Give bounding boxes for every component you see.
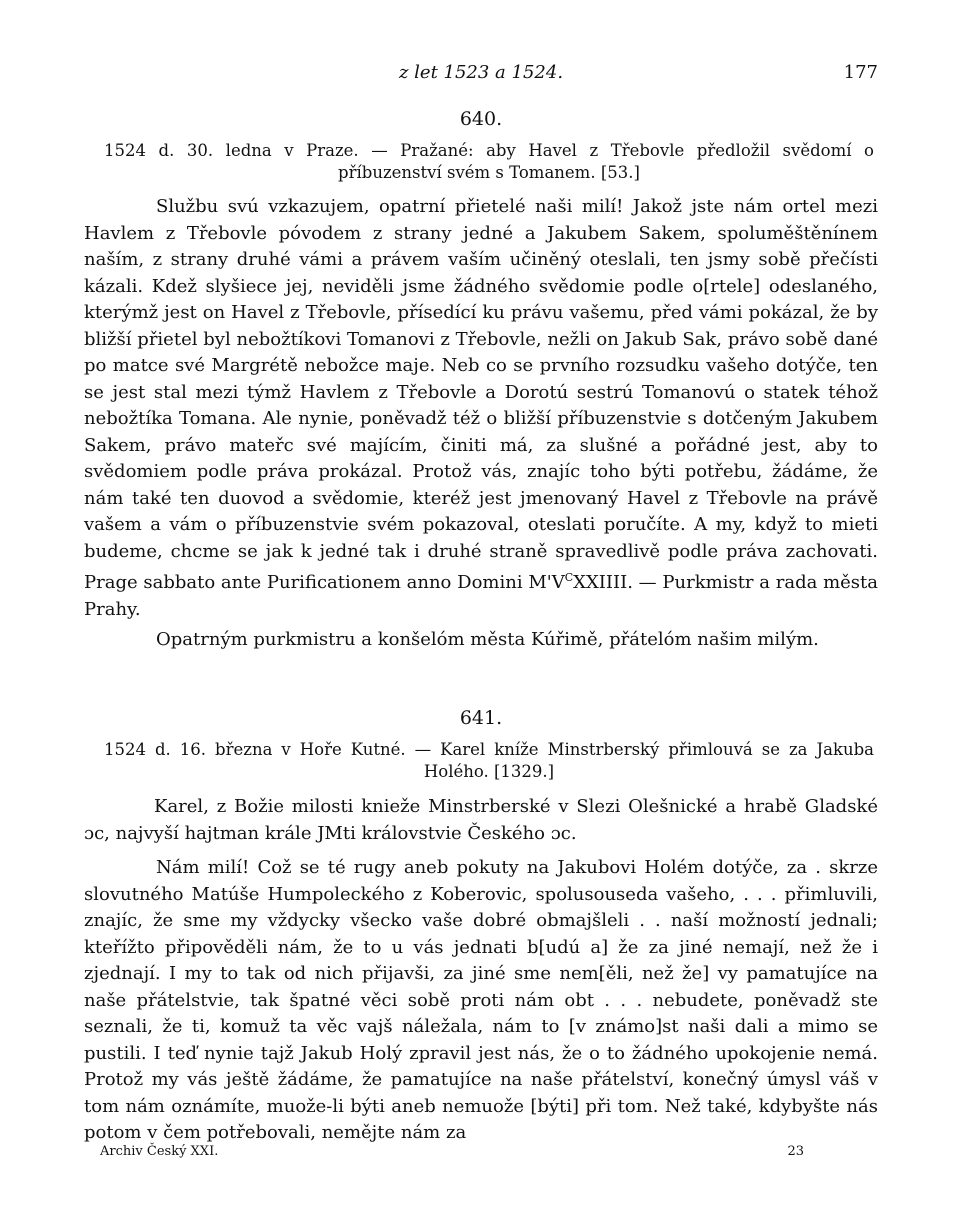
page-number: 177 <box>843 62 878 83</box>
document-640 <box>84 108 878 653</box>
document-body: Nám milí! Což se té rugy aneb pokuty na Jakubovi Holém dotýče, za . skrze slovutného Matúše Humpoleckého z Koberovic, spolusouseda vašeho, . . . přimluvili, znajíc, že sme my vždycky všecko vaše dobré obmajšleli . . naší možností jednali; kteřížto připověděli nám, že to u vás jednati b[udú a] že za jiné nemají, než že i zjednají. I my to tak od nich přijavši, za jiné sme nem[ěli, než že] vy pamatujíce na naše přátelstvie, tak špatné věci sobě proti nám obt . . . nebudete, poněvadž ste seznali, že ti, komuž ta věc vajš náležala, nám to [v známo]st naši dali a mimo se pustili. I teď nynie tajž Jakub Holý zpravil jest nás, že o to žádného upokojenie nemá. Protož my vás ještě žádáme, že pamatujíce na naše přátelství, konečný úmysl váš v tom nám oznámíte, muože-li býti aneb nemuože [býti] při tom. Než také, kdybyšte nás potom v čem potřebovali, nemějte nám za <box>84 857 878 1143</box>
document-regest: 1524 d. 30. ledna v Praze. — Pražané: aby Havel z Třebovle předložil svědomí o příbuzenství svém s Tomanem. [53.] <box>104 141 874 182</box>
body-text-part: Službu svú vzkazujem, opatrní přietelé naši milí! Jakož jste nám ortel mezi Havlem z Třebovle póvodem z strany jedné a Jakubem Sakem, spoluměštěnínem naším, z strany druhé vámi a právem vaším učiněný oteslali, ten jsmy sobě přečísti kázali. Kdež slyšiece jej, neviděli jsme žádného svědomie podle o[rtele] odeslaného, kterýmž jest on Havel z Třebovle, přísedící ku právu vašemu, před vámi pokázal, že by bližší přietel byl nebožtíkovi Tomanovi z Třebovle, nežli on Jakub Sak, právo sobě dané po matce své Margrétě nebožce maje. Neb co se prvního rozsudku vašeho dotýče, ten se jest stal mezi týmž Havlem z Třebovle a Dorotú sestrú Tomanovú o statek téhož nebožtíka Tomana. Ale nynie, poněvadž též o bližší příbuzenstvie s dotčeným Jakubem Sakem, právo mateřc své majícím, činiti má, za slušné a pořádné jest, aby to svědomiem podle práva prokázal. Protož vás, znajíc toho býti potřebu, žádáme, že nám také ten duovod a svědomie, kteréž jest jmenovaný Havel z Třebovle na právě vašem a vám o příbuzenstvie svém pokazoval, oteslati poručíte. A my, když to mieti budeme, chcme se jak k jedné tak i druhé straně spravedlivě podle práva zachovati. Prage sabbato ante Purificationem anno Domini M'V <box>84 196 878 593</box>
document-number: 640. <box>459 108 503 130</box>
running-head <box>84 62 878 88</box>
superscript-c: C <box>564 571 574 584</box>
document-number: 641. <box>459 707 503 729</box>
document-regest: 1524 d. 16. března v Hoře Kutné. — Karel kníže Minstrberský přimlouvá se za Jakuba Holého. [1329.] <box>104 740 874 781</box>
signature-mark: 23 <box>787 1144 804 1159</box>
running-head-title: z let 1523 a 1524. <box>398 62 564 83</box>
document-641 <box>84 707 878 1147</box>
section-gap <box>84 653 878 687</box>
volume-label: Archiv Český XXI. <box>100 1144 219 1159</box>
page <box>84 62 878 1147</box>
page-footer <box>100 1144 804 1159</box>
document-intitulatio: Karel, z Božie milosti knieže Minstrberské v Slezi Olešnické a hrabě Gladské ɔc, najvyší hajtman krále JMti královstvie Českého ɔc. <box>84 796 878 844</box>
document-body <box>84 194 878 623</box>
body-text-part-end: XXIIII. — Purkmistr a rada města Prahy. <box>84 572 879 620</box>
document-address: Opatrným purkmistru a konšelóm města Kúřimě, přátelóm našim milým. <box>156 629 819 650</box>
